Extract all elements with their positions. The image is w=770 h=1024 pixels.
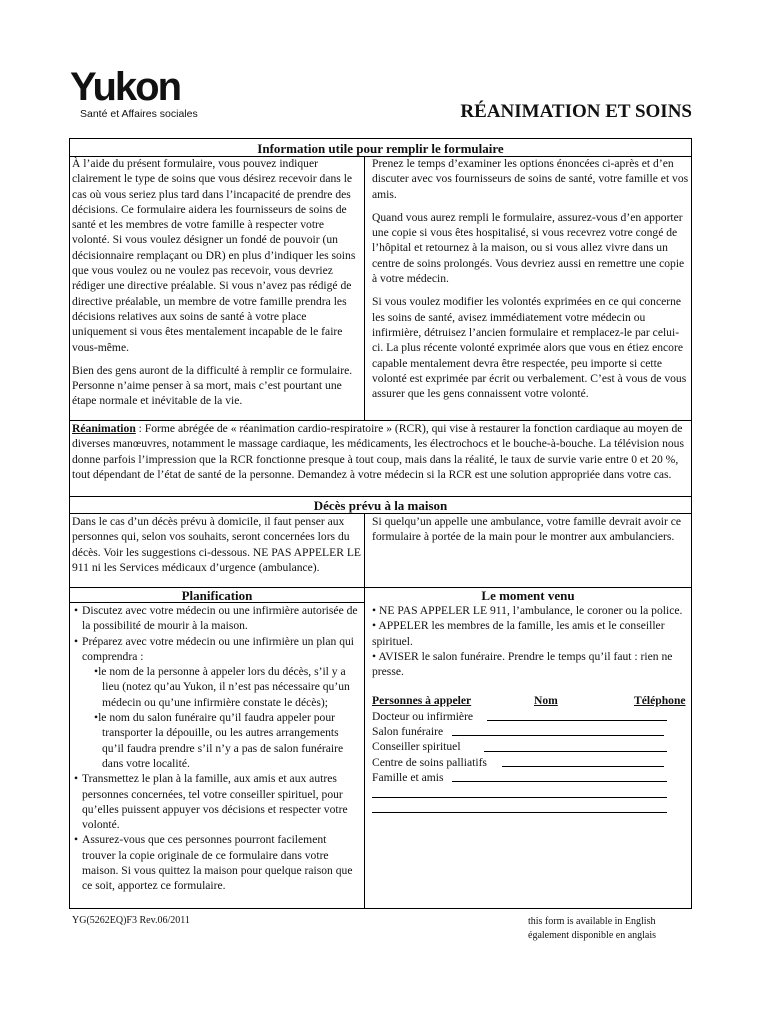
column-divider bbox=[364, 587, 365, 909]
reanimation-term: Réanimation bbox=[72, 422, 136, 435]
english-availability: this form is available in English bbox=[528, 916, 656, 927]
reanimation-definition bbox=[72, 421, 687, 482]
contact-field[interactable] bbox=[372, 797, 667, 798]
contact-label: Conseiller spirituel bbox=[372, 740, 461, 754]
yukon-logo bbox=[70, 66, 210, 122]
contact-row bbox=[372, 739, 690, 754]
info-left-column bbox=[72, 156, 362, 409]
moment-item: • APPELER les membres de la famille, les amis et le conseiller spirituel. bbox=[372, 619, 665, 648]
contacts-header-phone: Téléphone bbox=[634, 694, 686, 708]
info-right-paragraph: Quand vous aurez rempli le formulaire, assurez-vous d’en apporter une copie si vous êtes hospitalisé, si vous recevrez votre congé de l’hôpital et retournez à la maison, ou si vous allez vivre dans un centre de soins prolongés. Vous devriez aussi en remettre une copie à votre médecin. bbox=[372, 210, 685, 286]
contacts-table bbox=[372, 693, 690, 815]
contact-row bbox=[372, 709, 690, 724]
deces-left-column bbox=[72, 514, 362, 575]
contacts-header-people: Personnes à appeler bbox=[372, 694, 472, 708]
info-heading: Information utile pour remplir le formulaire bbox=[257, 141, 504, 156]
contacts-header-row bbox=[372, 693, 690, 708]
list-item: • Préparez avec votre médecin ou une infirmière un plan qui comprendra : •le nom de la personne à appeler lors du décès, s’il y a lieu (notez qu’au Yukon, il n’est pas nécessaire qu’un médecin ou qu’une infirmière constate le décès); •le nom du salon funéraire qu’il faudra appeler pour transporter la dépouille, ou les autres arrangements qu’il faudra prendre s’il n’y a pas de salon funéraire dans votre localité. bbox=[72, 634, 360, 772]
deces-right-text: Si quelqu’un appelle une ambulance, votre famille devrait avoir ce formulaire à portée de la main pour le montrer aux ambulanciers. bbox=[372, 515, 682, 544]
info-left-paragraph: Bien des gens auront de la difficulté à remplir ce formulaire. Personne n’aime penser à sa mort, mais c’est pourtant une étape normale et inévitable de la vie. bbox=[72, 363, 353, 408]
deces-left-text: Dans le cas d’un décès prévu à domicile, il faut penser aux personnes qui, selon vos souhaits, seront concernées lors du décès. Voir les suggestions ci-dessous. NE PAS APPELER LE 911 ni les Services médicaux d’urgence (ambulance). bbox=[72, 515, 361, 574]
contacts-header-name: Nom bbox=[534, 694, 558, 708]
moment-column bbox=[372, 603, 690, 816]
contact-field[interactable] bbox=[452, 781, 667, 782]
contact-label: Centre de soins palliatifs bbox=[372, 755, 487, 769]
contact-field[interactable] bbox=[372, 812, 667, 813]
moment-item: • NE PAS APPELER LE 911, l’ambulance, le coroner ou la police. bbox=[372, 604, 683, 617]
list-item: • Transmettez le plan à la famille, aux amis et aux autres personnes concernées, tel votre conseiller spirituel, pour qu’elles puissent appuyer vos décisions et respecter votre volonté. bbox=[74, 772, 348, 832]
contact-row bbox=[372, 801, 690, 816]
contact-field[interactable] bbox=[452, 735, 664, 736]
contact-field[interactable] bbox=[484, 751, 667, 752]
contact-label: Salon funéraire bbox=[372, 725, 444, 739]
list-item: • Assurez-vous que ces personnes pourront facilement trouver la copie originale de ce formulaire dans votre maison. Si vous quittez la maison pour quelque raison que ce soit, apportez ce formulaire. bbox=[74, 833, 353, 893]
info-right-column bbox=[372, 156, 690, 401]
moment-item: • AVISER le salon funéraire. Prendre le temps qu’il faut : rien ne presse. bbox=[372, 649, 673, 679]
logo-department: Santé et Affaires sociales bbox=[80, 108, 198, 120]
contact-label: Docteur ou infirmière bbox=[372, 709, 474, 723]
deces-heading: Décès prévu à la maison bbox=[313, 498, 448, 513]
deces-right-column bbox=[372, 514, 690, 545]
info-left-paragraph: À l’aide du présent formulaire, vous pouvez indiquer clairement le type de soins que vous désirez recevoir dans le cas où vous seriez plus tard dans l’incapacité de prendre des décisions. Ce formulaire aidera les fournisseurs de soins de santé et les membres de votre famille à respecter votre volonté. Si vous voulez désigner un fondé de pouvoir (un décisionnaire remplaçant ou DR) en plus d’indiquer les soins que vous voulez ou ne voulez pas recevoir, vous devriez rédiger une directive préalable. Si vous n’avez pas rédigé de directive préalable, un membre de votre famille prendra les décisions relatives aux soins de santé à votre place uniquement si vous êtes mentalement incapable de le faire vous-même. bbox=[72, 157, 356, 354]
reanimation-text: : Forme abrégée de « réanimation cardio-respiratoire » (RCR), qui vise à restaurer la fonction cardiaque au moyen de diverses manœuvres, notamment le massage cardiaque, les médicaments, les électrochocs et le bouche-à-bouche. La télévision nous donne parfois l’impression que la RCR fonctionne presque à tout coup, mais dans la réalité, le taux de survie varie entre 0 et 20 %, tout dépendant de l’état de santé de la personne. Demandez à votre médecin si la RCR est une solution appropriée dans votre cas. bbox=[72, 422, 684, 481]
contact-label: Famille et amis bbox=[372, 770, 444, 784]
logo-wordmark: Yukon bbox=[70, 65, 181, 109]
contact-row bbox=[372, 785, 690, 800]
planification-heading: Planification bbox=[181, 588, 253, 603]
column-divider bbox=[364, 513, 365, 587]
document-title: RÉANIMATION ET SOINS bbox=[460, 101, 692, 122]
form-box bbox=[69, 138, 692, 909]
contact-row bbox=[372, 755, 690, 770]
contact-field[interactable] bbox=[487, 720, 667, 721]
contact-row bbox=[372, 770, 690, 785]
contact-field[interactable] bbox=[502, 766, 664, 767]
contact-row bbox=[372, 724, 690, 739]
list-item: • Discutez avec votre médecin ou une infirmière autorisée de la possibilité de mourir à la maison. bbox=[74, 604, 358, 633]
form-code: YG(5262EQ)F3 Rev.06/2011 bbox=[72, 915, 190, 926]
moment-heading: Le moment venu bbox=[481, 588, 575, 603]
french-availability: également disponible en anglais bbox=[528, 930, 657, 941]
list-item: •le nom du salon funéraire qu’il faudra appeler pour transporter la dépouille, ou les autres arrangements qu’il faudra prendre s’il n’y a pas de salon funéraire dans votre localité. bbox=[94, 711, 344, 770]
column-divider bbox=[364, 156, 365, 420]
language-note bbox=[528, 915, 656, 943]
list-item: •le nom de la personne à appeler lors du décès, s’il y a lieu (notez qu’au Yukon, il n’est pas nécessaire qu’un médecin ou qu’une infirmière constate le décès); bbox=[94, 665, 350, 709]
info-right-paragraph: Si vous voulez modifier les volontés exprimées en ce qui concerne les soins de santé, avisez immédiatement votre médecin ou infirmière, détruisez l’ancien formulaire et remplacez-le par celui-ci. La plus récente volonté exprimée alors que vous en étiez encore capable mentalement devra être respectée, peu importe si cette volonté est exprimée par écrit ou verbalement. C’est à vous de vous assurer que les gens connaissent votre volonté. bbox=[372, 295, 687, 401]
planification-column bbox=[72, 603, 360, 894]
info-right-paragraph: Prenez le temps d’examiner les options énoncées ci-après et d’en discuter avec vos fournisseurs de soins de santé, votre famille et vos amis. bbox=[372, 157, 689, 201]
